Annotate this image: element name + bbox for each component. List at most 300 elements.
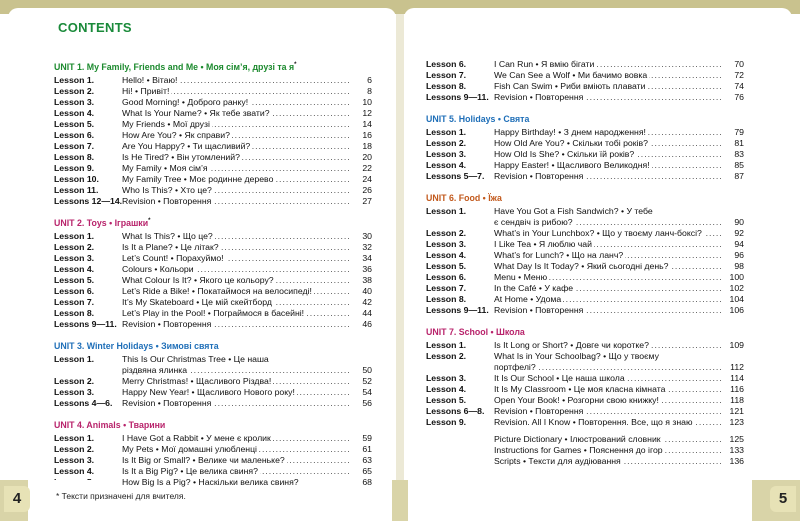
unit-title: UNIT 7. School • Школа bbox=[426, 326, 525, 337]
toc-row[interactable] bbox=[426, 384, 744, 395]
lesson-title-wrap bbox=[494, 149, 722, 160]
toc-row[interactable] bbox=[54, 86, 372, 97]
lesson-title: Merry Christmas! • Щасливого Різдва! bbox=[122, 376, 272, 386]
lesson-label: Lesson 7. bbox=[426, 283, 467, 293]
unit-title: UNIT 4. Animals • Тварини bbox=[54, 419, 166, 430]
lesson-title: Scripts • Тексти для аудіювання bbox=[494, 456, 621, 466]
lesson-title-wrap bbox=[494, 250, 722, 261]
lesson-title: What Colour Is It? • Якого це кольору? bbox=[122, 275, 274, 285]
lesson-title-wrap bbox=[122, 86, 350, 97]
unit-heading bbox=[426, 324, 744, 337]
lesson-label: Lesson 5. bbox=[54, 119, 95, 129]
lesson-label: Lessons 5—7. bbox=[426, 171, 485, 181]
page-ref: 12 bbox=[350, 108, 372, 119]
lesson-title-wrap bbox=[494, 384, 722, 395]
lesson-title: Happy New Year! • Щасливого Нового року! bbox=[122, 387, 295, 397]
page-ref: 14 bbox=[350, 119, 372, 130]
lesson-label: Lesson 8. bbox=[54, 152, 95, 162]
lesson-label: Lesson 8. bbox=[54, 308, 95, 318]
page-ref: 50 bbox=[350, 365, 372, 376]
unit-title: UNIT 3. Winter Holidays • Зимові свята bbox=[54, 340, 219, 351]
toc-row[interactable] bbox=[54, 130, 372, 141]
page-ref: 85 bbox=[722, 160, 744, 171]
lesson-title: Revision • Повторення bbox=[494, 171, 584, 181]
lesson-title-wrap bbox=[122, 253, 350, 264]
lesson-title: Is It a Big Pig? • Це велика свиня? bbox=[122, 466, 258, 476]
page-ref: 125 bbox=[722, 434, 744, 445]
lesson-title: Let’s Ride a Bike! • Покатаймося на велосипеді! bbox=[122, 286, 312, 296]
lesson-title: It’s My Skateboard • Це мій скейтборд bbox=[122, 297, 272, 307]
page-ref: 22 bbox=[350, 163, 372, 174]
toc-row[interactable] bbox=[426, 127, 744, 138]
lesson-label: Lessons 9—11. bbox=[54, 319, 117, 329]
page-ref: 123 bbox=[722, 417, 744, 428]
lesson-title-wrap bbox=[122, 286, 350, 297]
unit-heading bbox=[54, 215, 372, 228]
lesson-title-wrap bbox=[122, 444, 350, 455]
lesson-label bbox=[426, 445, 494, 456]
lesson-title: Revision • Повторення bbox=[494, 406, 584, 416]
lesson-title-wrap bbox=[494, 160, 722, 171]
lesson-title: Let’s Play in the Pool! • Пограймося в басейні! bbox=[122, 308, 305, 318]
lesson-title-wrap bbox=[122, 141, 350, 152]
lesson-title: My Pets • Мої домашні улюбленці bbox=[122, 444, 257, 454]
toc-row[interactable] bbox=[54, 319, 372, 330]
toc-row[interactable] bbox=[54, 163, 372, 174]
lesson-title: My Family • Моя сім’я bbox=[122, 163, 208, 173]
toc-row[interactable] bbox=[54, 253, 372, 264]
lesson-label: Lesson 2. bbox=[54, 444, 95, 454]
toc-row[interactable] bbox=[54, 185, 372, 196]
toc-row[interactable] bbox=[54, 174, 372, 185]
lesson-title-wrap bbox=[122, 196, 350, 207]
unit-heading bbox=[54, 59, 372, 72]
lesson-title: Is It Big or Small? • Велике чи маленьке? bbox=[122, 455, 285, 465]
toc-row[interactable] bbox=[426, 138, 744, 149]
lesson-title: Hi! • Привіт! bbox=[122, 86, 170, 96]
page-ref: 83 bbox=[722, 149, 744, 160]
toc-row[interactable] bbox=[426, 395, 744, 406]
lesson-title-wrap bbox=[122, 152, 350, 163]
toc-row[interactable] bbox=[54, 275, 372, 286]
lesson-title-wrap bbox=[122, 354, 350, 376]
lesson-title: Revision. All I Know • Повторення. Все, що я знаю bbox=[494, 417, 693, 427]
toc-row[interactable] bbox=[426, 373, 744, 384]
lesson-title-cont: портфелі? bbox=[494, 362, 536, 372]
lesson-title-wrap bbox=[494, 171, 722, 182]
lesson-title-wrap bbox=[122, 308, 350, 319]
toc-row[interactable] bbox=[426, 305, 744, 316]
toc-row[interactable] bbox=[54, 444, 372, 455]
lesson-label: Lesson 4. bbox=[426, 250, 467, 260]
lesson-label: Lesson 1. bbox=[54, 231, 95, 241]
lesson-title: Happy Easter! • Щасливого Великодня! bbox=[494, 160, 650, 170]
lesson-title-wrap bbox=[122, 387, 350, 398]
lesson-title-wrap bbox=[494, 239, 722, 250]
lesson-title-wrap bbox=[494, 294, 722, 305]
lesson-title-wrap bbox=[122, 297, 350, 308]
lesson-title: Good Morning! • Доброго ранку! bbox=[122, 97, 249, 107]
lesson-title: At Home • Удома bbox=[494, 294, 562, 304]
lesson-label: Lesson 3. bbox=[54, 455, 95, 465]
page-ref: 98 bbox=[722, 261, 744, 272]
lesson-title: What Is in Your Schoolbag? • Що у твоєму bbox=[494, 351, 722, 362]
toc-row[interactable] bbox=[54, 141, 372, 152]
lesson-title: What Is Your Name? • Як тебе звати? bbox=[122, 108, 270, 118]
page-ref: 20 bbox=[350, 152, 372, 163]
page-ref: 65 bbox=[350, 466, 372, 477]
page-ref: 54 bbox=[350, 387, 372, 398]
page-ref: 56 bbox=[350, 398, 372, 409]
lesson-label: Lesson 5. bbox=[54, 275, 95, 285]
toc-row[interactable] bbox=[426, 283, 744, 294]
lesson-label: Lessons 9—11. bbox=[426, 305, 489, 315]
lesson-title: How Big Is a Pig? • Наскільки велика свиня? bbox=[122, 477, 299, 487]
lesson-title: What’s for Lunch? • Що на ланч? bbox=[494, 250, 624, 260]
page-ref: 81 bbox=[722, 138, 744, 149]
lesson-label: Lesson 2. bbox=[426, 228, 467, 238]
toc-row[interactable] bbox=[54, 387, 372, 398]
lesson-title: Happy Birthday! • З днем народження! bbox=[494, 127, 646, 137]
lesson-title-wrap bbox=[494, 81, 722, 92]
lesson-title: Picture Dictionary • Ілюстрований словник bbox=[494, 434, 661, 444]
lesson-title: It Is My Classroom • Це моя класна кімната bbox=[494, 384, 666, 394]
unit-title: UNIT 1. My Family, Friends and Me • Моя сім’я, друзі та я bbox=[54, 61, 295, 72]
lesson-title-wrap bbox=[122, 275, 350, 286]
page-ref: 63 bbox=[350, 455, 372, 466]
lesson-label: Lessons 6—8. bbox=[426, 406, 485, 416]
lesson-title-wrap bbox=[494, 138, 722, 149]
lesson-label: Lesson 7. bbox=[54, 297, 95, 307]
toc-row[interactable] bbox=[426, 261, 744, 272]
lesson-title-cont: різдвяна ялинка bbox=[122, 365, 188, 375]
lesson-label: Lesson 1. bbox=[54, 75, 95, 85]
lesson-title: Let’s Count! • Порахуймо! bbox=[122, 253, 224, 263]
lesson-title-wrap bbox=[122, 185, 350, 196]
lesson-title-wrap bbox=[494, 417, 722, 428]
lesson-label: Lesson 7. bbox=[426, 70, 467, 80]
toc-row[interactable] bbox=[426, 272, 744, 283]
lesson-label: Lesson 2. bbox=[54, 86, 95, 96]
page-ref: 70 bbox=[722, 59, 744, 70]
lesson-title-wrap bbox=[122, 97, 350, 108]
toc-row[interactable] bbox=[426, 250, 744, 261]
lesson-label: Lesson 6. bbox=[426, 59, 467, 69]
toc-row[interactable] bbox=[54, 152, 372, 163]
toc-row[interactable] bbox=[54, 376, 372, 387]
page-ref: 16 bbox=[350, 130, 372, 141]
lesson-title: Revision • Повторення bbox=[122, 398, 212, 408]
lesson-label: Lesson 2. bbox=[54, 376, 95, 386]
lesson-label: Lesson 1. bbox=[426, 127, 467, 137]
lesson-label: Lesson 4. bbox=[426, 384, 467, 394]
toc-row[interactable] bbox=[426, 70, 744, 81]
lesson-label: Lesson 10. bbox=[54, 174, 99, 184]
lesson-title: Revision • Повторення bbox=[494, 305, 584, 315]
lesson-label: Lesson 9. bbox=[426, 417, 467, 427]
page-ref: 61 bbox=[350, 444, 372, 455]
footnote: * Тексти призначені для вчителя. bbox=[56, 491, 186, 501]
lesson-title: What Is This? • Що це? bbox=[122, 231, 213, 241]
unit-footnote-mark: * bbox=[148, 218, 151, 224]
lesson-label: Lesson 3. bbox=[426, 373, 467, 383]
unit-title: UNIT 6. Food • Їжа bbox=[426, 192, 502, 203]
lesson-title: How Old Are You? • Скільки тобі років? bbox=[494, 138, 648, 148]
page-ref: 118 bbox=[722, 395, 744, 406]
page-ref: 90 bbox=[722, 217, 744, 228]
toc-row[interactable] bbox=[426, 206, 744, 228]
lesson-title: Hello! • Вітаю! bbox=[122, 75, 178, 85]
page-ref: 96 bbox=[722, 250, 744, 261]
lesson-title-wrap bbox=[494, 127, 722, 138]
toc-row[interactable] bbox=[54, 196, 372, 207]
lesson-label: Lesson 5. bbox=[426, 261, 467, 271]
page-ref: 24 bbox=[350, 174, 372, 185]
unit-heading bbox=[54, 338, 372, 351]
lesson-title: Who Is This? • Хто це? bbox=[122, 185, 212, 195]
toc-row[interactable] bbox=[426, 228, 744, 239]
page-ref: 59 bbox=[350, 433, 372, 444]
lesson-label: Lesson 1. bbox=[426, 340, 467, 350]
lesson-title-wrap bbox=[494, 272, 722, 283]
lesson-title: Instructions for Games • Пояснення до ігор bbox=[494, 445, 663, 455]
toc-row[interactable] bbox=[426, 81, 744, 92]
lesson-label: Lesson 6. bbox=[426, 272, 467, 282]
toc-row[interactable] bbox=[426, 92, 744, 103]
lesson-title: Are You Happy? • Ти щасливий? bbox=[122, 141, 251, 151]
lesson-title: What Day Is It Today? • Який сьогодні день? bbox=[494, 261, 669, 271]
lesson-title: Revision • Повторення bbox=[122, 319, 212, 329]
page-ref: 100 bbox=[722, 272, 744, 283]
toc-row[interactable] bbox=[54, 231, 372, 242]
lesson-label: Lesson 1. bbox=[426, 206, 467, 216]
toc-row[interactable] bbox=[54, 108, 372, 119]
lesson-title: Menu • Меню bbox=[494, 272, 548, 282]
toc-row[interactable] bbox=[54, 455, 372, 466]
lesson-title: Fish Can Swim • Риби вміють плавати bbox=[494, 81, 646, 91]
toc-row[interactable] bbox=[54, 297, 372, 308]
lesson-label: Lesson 2. bbox=[426, 351, 467, 361]
lesson-label: Lesson 6. bbox=[54, 286, 95, 296]
lesson-title-wrap bbox=[494, 456, 722, 467]
lesson-label: Lessons 4—6. bbox=[54, 398, 113, 408]
toc-row[interactable] bbox=[54, 264, 372, 275]
page-ref: 102 bbox=[722, 283, 744, 294]
lesson-title-wrap bbox=[494, 206, 722, 228]
page-ref: 133 bbox=[722, 445, 744, 456]
book-spine bbox=[396, 14, 404, 521]
lesson-label: Lesson 7. bbox=[54, 141, 95, 151]
lesson-title: Is It a Plane? • Це літак? bbox=[122, 242, 219, 252]
lesson-title-wrap bbox=[122, 398, 350, 409]
toc-row[interactable] bbox=[426, 417, 744, 428]
toc-row[interactable] bbox=[426, 456, 744, 467]
page-ref: 42 bbox=[350, 297, 372, 308]
lesson-title-wrap bbox=[122, 119, 350, 130]
lesson-title-wrap bbox=[494, 70, 722, 81]
toc-row[interactable] bbox=[426, 239, 744, 250]
page-ref: 36 bbox=[350, 264, 372, 275]
lesson-title-wrap bbox=[494, 59, 722, 70]
lesson-title: We Can See a Wolf • Ми бачимо вовка bbox=[494, 70, 648, 80]
page-ref: 92 bbox=[722, 228, 744, 239]
page-ref: 112 bbox=[722, 362, 744, 373]
lesson-title-wrap bbox=[122, 174, 350, 185]
page-ref: 52 bbox=[350, 376, 372, 387]
lesson-title-wrap bbox=[494, 406, 722, 417]
page-ref: 87 bbox=[722, 171, 744, 182]
toc-row[interactable] bbox=[426, 59, 744, 70]
page-ref: 74 bbox=[722, 81, 744, 92]
lesson-title: In the Café • У кафе bbox=[494, 283, 574, 293]
lesson-label: Lesson 5. bbox=[426, 395, 467, 405]
toc-row[interactable] bbox=[426, 294, 744, 305]
page-ref: 6 bbox=[350, 75, 372, 86]
lesson-title-wrap bbox=[494, 228, 722, 239]
lesson-title: Colours • Кольори bbox=[122, 264, 194, 274]
lesson-title-wrap bbox=[122, 75, 350, 86]
unit-title: UNIT 2. Toys • Іграшки bbox=[54, 217, 149, 228]
toc-row[interactable] bbox=[426, 160, 744, 171]
page-ref: 94 bbox=[722, 239, 744, 250]
lesson-label: Lesson 3. bbox=[54, 387, 95, 397]
page-ref: 114 bbox=[722, 373, 744, 384]
toc-row[interactable] bbox=[54, 466, 372, 477]
toc-row[interactable] bbox=[54, 433, 372, 444]
lesson-label: Lesson 8. bbox=[426, 81, 467, 91]
lesson-title-wrap bbox=[494, 340, 722, 351]
toc-row[interactable] bbox=[426, 149, 744, 160]
page-ref: 109 bbox=[722, 340, 744, 351]
lesson-title: Open Your Book! • Розгорни свою книжку! bbox=[494, 395, 659, 405]
unit-heading bbox=[54, 417, 372, 430]
lesson-title: I Have Got a Rabbit • У мене є кролик bbox=[122, 433, 271, 443]
lesson-title-wrap bbox=[494, 434, 722, 445]
page-title: CONTENTS bbox=[58, 20, 132, 35]
lesson-title-wrap bbox=[122, 130, 350, 141]
lesson-title-cont: є сендвіч із рибою? bbox=[494, 217, 573, 227]
lesson-title-wrap bbox=[122, 231, 350, 242]
lesson-title: My Friends • Мої друзі bbox=[122, 119, 210, 129]
lesson-title-wrap bbox=[494, 92, 722, 103]
lesson-label: Lesson 3. bbox=[54, 97, 95, 107]
lesson-title-wrap bbox=[122, 376, 350, 387]
toc-row[interactable] bbox=[54, 97, 372, 108]
unit-heading bbox=[426, 111, 744, 124]
toc-row[interactable] bbox=[426, 340, 744, 351]
page-ref: 27 bbox=[350, 196, 372, 207]
page-number-right: 5 bbox=[770, 486, 796, 512]
lesson-label: Lesson 2. bbox=[54, 242, 95, 252]
toc-row[interactable] bbox=[54, 75, 372, 86]
lesson-title: What’s in Your Lunchbox? • Що у твоєму ланч-боксі? bbox=[494, 228, 702, 238]
page-ref: 44 bbox=[350, 308, 372, 319]
lesson-title-wrap bbox=[494, 395, 722, 406]
lesson-label: Lesson 1. bbox=[54, 354, 95, 364]
lesson-title-wrap bbox=[494, 445, 722, 456]
lesson-label: Lesson 3. bbox=[426, 239, 467, 249]
right-toc-column bbox=[426, 59, 744, 467]
toc-row[interactable] bbox=[54, 119, 372, 130]
lesson-label: Lesson 4. bbox=[54, 108, 95, 118]
page-ref: 10 bbox=[350, 97, 372, 108]
toc-row[interactable] bbox=[54, 308, 372, 319]
lesson-label bbox=[426, 434, 494, 445]
lesson-title-wrap bbox=[494, 351, 722, 373]
unit-title: UNIT 5. Holidays • Свята bbox=[426, 113, 530, 124]
lesson-title-wrap bbox=[494, 373, 722, 384]
lesson-label: Lesson 8. bbox=[426, 294, 467, 304]
lesson-title: How Are You? • Як справи? bbox=[122, 130, 230, 140]
lesson-title-wrap bbox=[122, 455, 350, 466]
page-ref: 26 bbox=[350, 185, 372, 196]
page-ref: 72 bbox=[722, 70, 744, 81]
toc-row[interactable] bbox=[54, 354, 372, 376]
toc-row[interactable] bbox=[426, 351, 744, 373]
page-ref: 30 bbox=[350, 231, 372, 242]
page-ref: 8 bbox=[350, 86, 372, 97]
lesson-title-wrap bbox=[494, 261, 722, 272]
lesson-title-wrap bbox=[122, 466, 350, 477]
toc-row[interactable] bbox=[426, 406, 744, 417]
page-ref: 106 bbox=[722, 305, 744, 316]
page-ref: 76 bbox=[722, 92, 744, 103]
lesson-title-wrap bbox=[122, 163, 350, 174]
lesson-title: I Like Tea • Я люблю чай bbox=[494, 239, 592, 249]
toc-row[interactable] bbox=[426, 445, 744, 456]
lesson-title: Have You Got a Fish Sandwich? • У тебе bbox=[494, 206, 722, 217]
page-ref: 40 bbox=[350, 286, 372, 297]
lesson-title: It Is Our School • Це наша школа bbox=[494, 373, 625, 383]
lesson-title-wrap bbox=[122, 242, 350, 253]
lesson-title: Is He Tired? • Він утомлений? bbox=[122, 152, 240, 162]
lesson-title-wrap bbox=[494, 283, 722, 294]
page-ref: 34 bbox=[350, 253, 372, 264]
toc-row[interactable] bbox=[54, 286, 372, 297]
lesson-label: Lessons 9—11. bbox=[426, 92, 489, 102]
page-ref: 68 bbox=[350, 477, 372, 488]
lesson-label: Lessons 12—14. bbox=[54, 196, 123, 206]
lesson-title: Revision • Повторення bbox=[122, 196, 212, 206]
lesson-label: Lesson 2. bbox=[426, 138, 467, 148]
lesson-title: Is It Long or Short? • Довге чи коротке? bbox=[494, 340, 649, 350]
lesson-title: This Is Our Christmas Tree • Це наша bbox=[122, 354, 350, 365]
lesson-label: Lesson 6. bbox=[54, 130, 95, 140]
lesson-title: I Can Run • Я вмію бігати bbox=[494, 59, 595, 69]
lesson-label: Lesson 3. bbox=[426, 149, 467, 159]
page-ref: 121 bbox=[722, 406, 744, 417]
unit-heading bbox=[426, 190, 744, 203]
lesson-label: Lesson 1. bbox=[54, 433, 95, 443]
page-ref: 116 bbox=[722, 384, 744, 395]
lesson-title-wrap bbox=[122, 108, 350, 119]
toc-row[interactable] bbox=[426, 171, 744, 182]
lesson-title-wrap bbox=[122, 264, 350, 275]
page-ref: 104 bbox=[722, 294, 744, 305]
lesson-title: How Old Is She? • Скільки їй років? bbox=[494, 149, 635, 159]
page-ref: 32 bbox=[350, 242, 372, 253]
lesson-title: Revision • Повторення bbox=[494, 92, 584, 102]
lesson-title-wrap bbox=[122, 319, 350, 330]
toc-row[interactable] bbox=[54, 242, 372, 253]
toc-row[interactable] bbox=[54, 398, 372, 409]
page-ref: 18 bbox=[350, 141, 372, 152]
lesson-title-wrap bbox=[494, 305, 722, 316]
toc-row[interactable] bbox=[426, 434, 744, 445]
lesson-label: Lesson 9. bbox=[54, 163, 95, 173]
page-ref: 79 bbox=[722, 127, 744, 138]
lesson-label: Lesson 3. bbox=[54, 253, 95, 263]
